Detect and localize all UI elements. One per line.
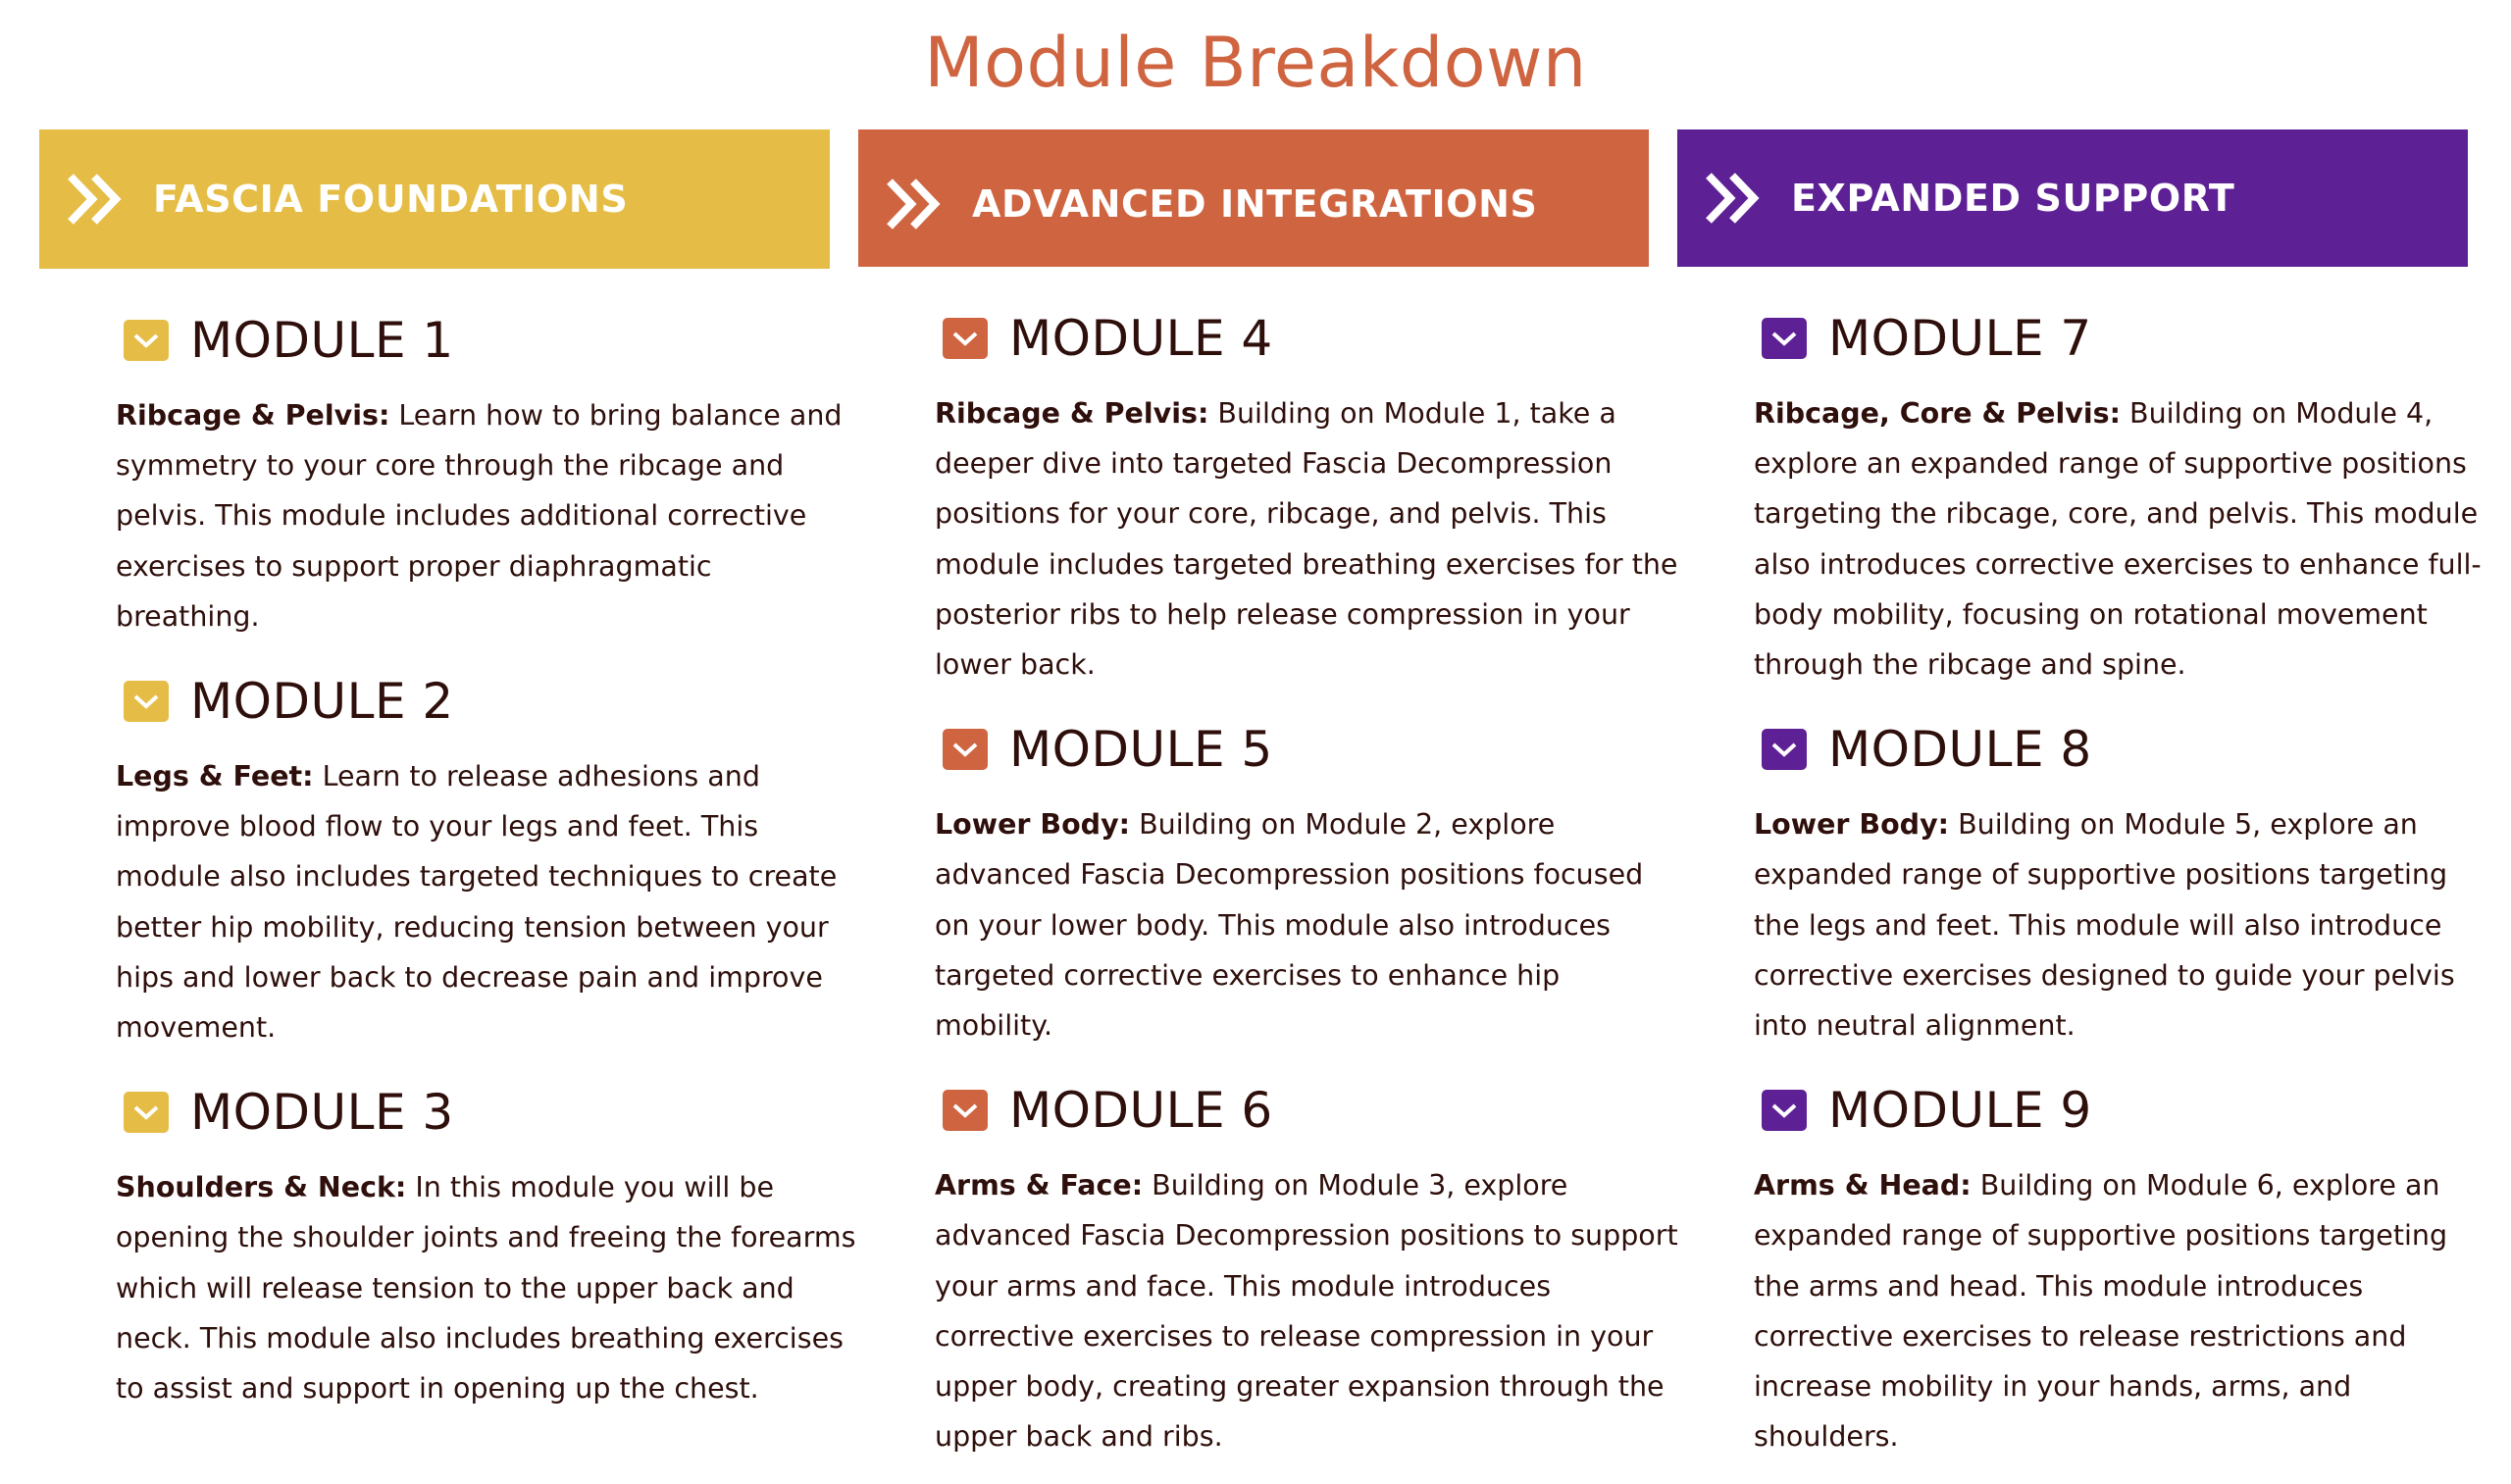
module-description xyxy=(116,1162,861,1413)
module-lead: Lower Body: xyxy=(1754,808,1950,842)
module-header xyxy=(896,1072,1619,1149)
module-lead: Ribcage, Core & Pelvis: xyxy=(1754,397,2121,430)
module-lead: Lower Body: xyxy=(935,808,1131,842)
module-header xyxy=(1715,300,2438,377)
module-body: In this module you will be opening the shoulder joints and freeing the forearms which will release tension to the upper back and neck. This module also includes breathing exercises to assist and support in opening up the chest. xyxy=(116,1171,856,1406)
check-box-icon xyxy=(943,1090,988,1131)
module-lead: Arms & Head: xyxy=(1754,1169,1972,1203)
module-header xyxy=(77,1074,800,1151)
module-body: Building on Module 1, take a deeper dive into targeted Fascia Decompression positions for your core, ribcage, and pelvis. This module includes targeted breathing exercises for the posterior ribs to help release compression in your lower back. xyxy=(935,397,1678,682)
double-chevron-right-icon xyxy=(65,171,129,228)
module-title: MODULE 4 xyxy=(1009,310,1273,367)
module-2 xyxy=(77,663,838,1052)
module-lead: Arms & Face: xyxy=(935,1169,1144,1203)
column-expanded-support xyxy=(1677,129,2482,1473)
double-chevron-right-icon xyxy=(884,176,948,232)
module-title: MODULE 1 xyxy=(190,312,454,369)
module-lead: Legs & Feet: xyxy=(116,760,314,793)
module-4 xyxy=(896,300,1678,690)
module-description xyxy=(935,388,1680,690)
module-body: Building on Module 5, explore an expanded range of supportive positions targeting the legs and feet. This module will also introduce corrective exercises designed to guide your pelvis into neutral alignment. xyxy=(1754,808,2455,1043)
module-list xyxy=(39,269,856,1413)
module-8 xyxy=(1715,711,2455,1050)
module-6 xyxy=(896,1072,1678,1461)
module-7 xyxy=(1715,300,2482,690)
module-5 xyxy=(896,711,1644,1050)
module-header xyxy=(1715,711,2438,788)
module-description xyxy=(1754,388,2499,690)
module-header xyxy=(896,300,1619,377)
check-box-icon xyxy=(124,1092,169,1133)
module-lead: Shoulders & Neck: xyxy=(116,1171,407,1204)
column-title: ADVANCED INTEGRATIONS xyxy=(972,182,1538,226)
column-advanced-integrations xyxy=(858,129,1678,1473)
module-3 xyxy=(77,1074,856,1413)
check-box-icon xyxy=(943,318,988,359)
module-title: MODULE 9 xyxy=(1828,1082,2092,1140)
module-description xyxy=(116,390,861,641)
check-box-icon xyxy=(124,320,169,361)
module-title: MODULE 7 xyxy=(1828,310,2092,367)
column-title: EXPANDED SUPPORT xyxy=(1791,177,2235,220)
column-header xyxy=(1677,129,2468,267)
module-title: MODULE 3 xyxy=(190,1084,454,1142)
module-header xyxy=(1715,1072,2438,1149)
module-body: Building on Module 4, explore an expanded range of supportive positions targeting the ribcage, core, and pelvis. This module also introduces corrective exercises to enhance full-body mobility, focusing on rotational movement through the ribcage and spine. xyxy=(1754,397,2482,682)
column-header xyxy=(858,129,1649,267)
module-lead: Ribcage & Pelvis: xyxy=(935,397,1209,430)
module-list xyxy=(858,267,1678,1461)
module-body: Building on Module 3, explore advanced Fascia Decompression positions to support your arms and face. This module introduces corrective exercises to release compression in your upper body, creating greater expansion through the upper back and ribs. xyxy=(935,1169,1678,1454)
check-box-icon xyxy=(1762,729,1807,770)
module-body: Building on Module 2, explore advanced Fascia Decompression positions focused on your lower body. This module also introduces targeted corrective exercises to enhance hip mobility. xyxy=(935,808,1644,1043)
module-header xyxy=(77,663,800,740)
column-title: FASCIA FOUNDATIONS xyxy=(153,178,629,221)
module-title: MODULE 5 xyxy=(1009,721,1273,779)
module-9 xyxy=(1715,1072,2448,1461)
module-1 xyxy=(77,302,843,641)
module-title: MODULE 8 xyxy=(1828,721,2092,779)
module-description xyxy=(935,799,1680,1050)
module-header xyxy=(77,302,800,379)
module-body: Learn how to bring balance and symmetry to your core through the ribcage and pelvis. This module includes additional corrective exercises to support proper diaphragmatic breathing. xyxy=(116,399,843,633)
column-fascia-foundations xyxy=(39,129,856,1473)
check-box-icon xyxy=(943,729,988,770)
check-box-icon xyxy=(1762,1090,1807,1131)
module-list xyxy=(1677,267,2482,1461)
module-title: MODULE 6 xyxy=(1009,1082,1273,1140)
module-title: MODULE 2 xyxy=(190,673,454,731)
module-body: Building on Module 6, explore an expanded range of supportive positions targeting the arms and head. This module introduces corrective exercises to release restrictions and increase mobility in your hands, arms, and shoulders. xyxy=(1754,1169,2448,1454)
check-box-icon xyxy=(1762,318,1807,359)
double-chevron-right-icon xyxy=(1703,170,1768,227)
module-description xyxy=(1754,1160,2499,1461)
module-header xyxy=(896,711,1619,788)
column-header xyxy=(39,129,830,269)
module-description xyxy=(116,751,861,1052)
module-description xyxy=(935,1160,1680,1461)
page-title: Module Breakdown xyxy=(924,23,1587,103)
module-body: Learn to release adhesions and improve blood flow to your legs and feet. This module also includes targeted techniques to create better hip mobility, reducing tension between your hips and lower back to decrease pain and improve movement. xyxy=(116,760,838,1045)
module-lead: Ribcage & Pelvis: xyxy=(116,399,390,432)
module-description xyxy=(1754,799,2499,1050)
check-box-icon xyxy=(124,681,169,722)
